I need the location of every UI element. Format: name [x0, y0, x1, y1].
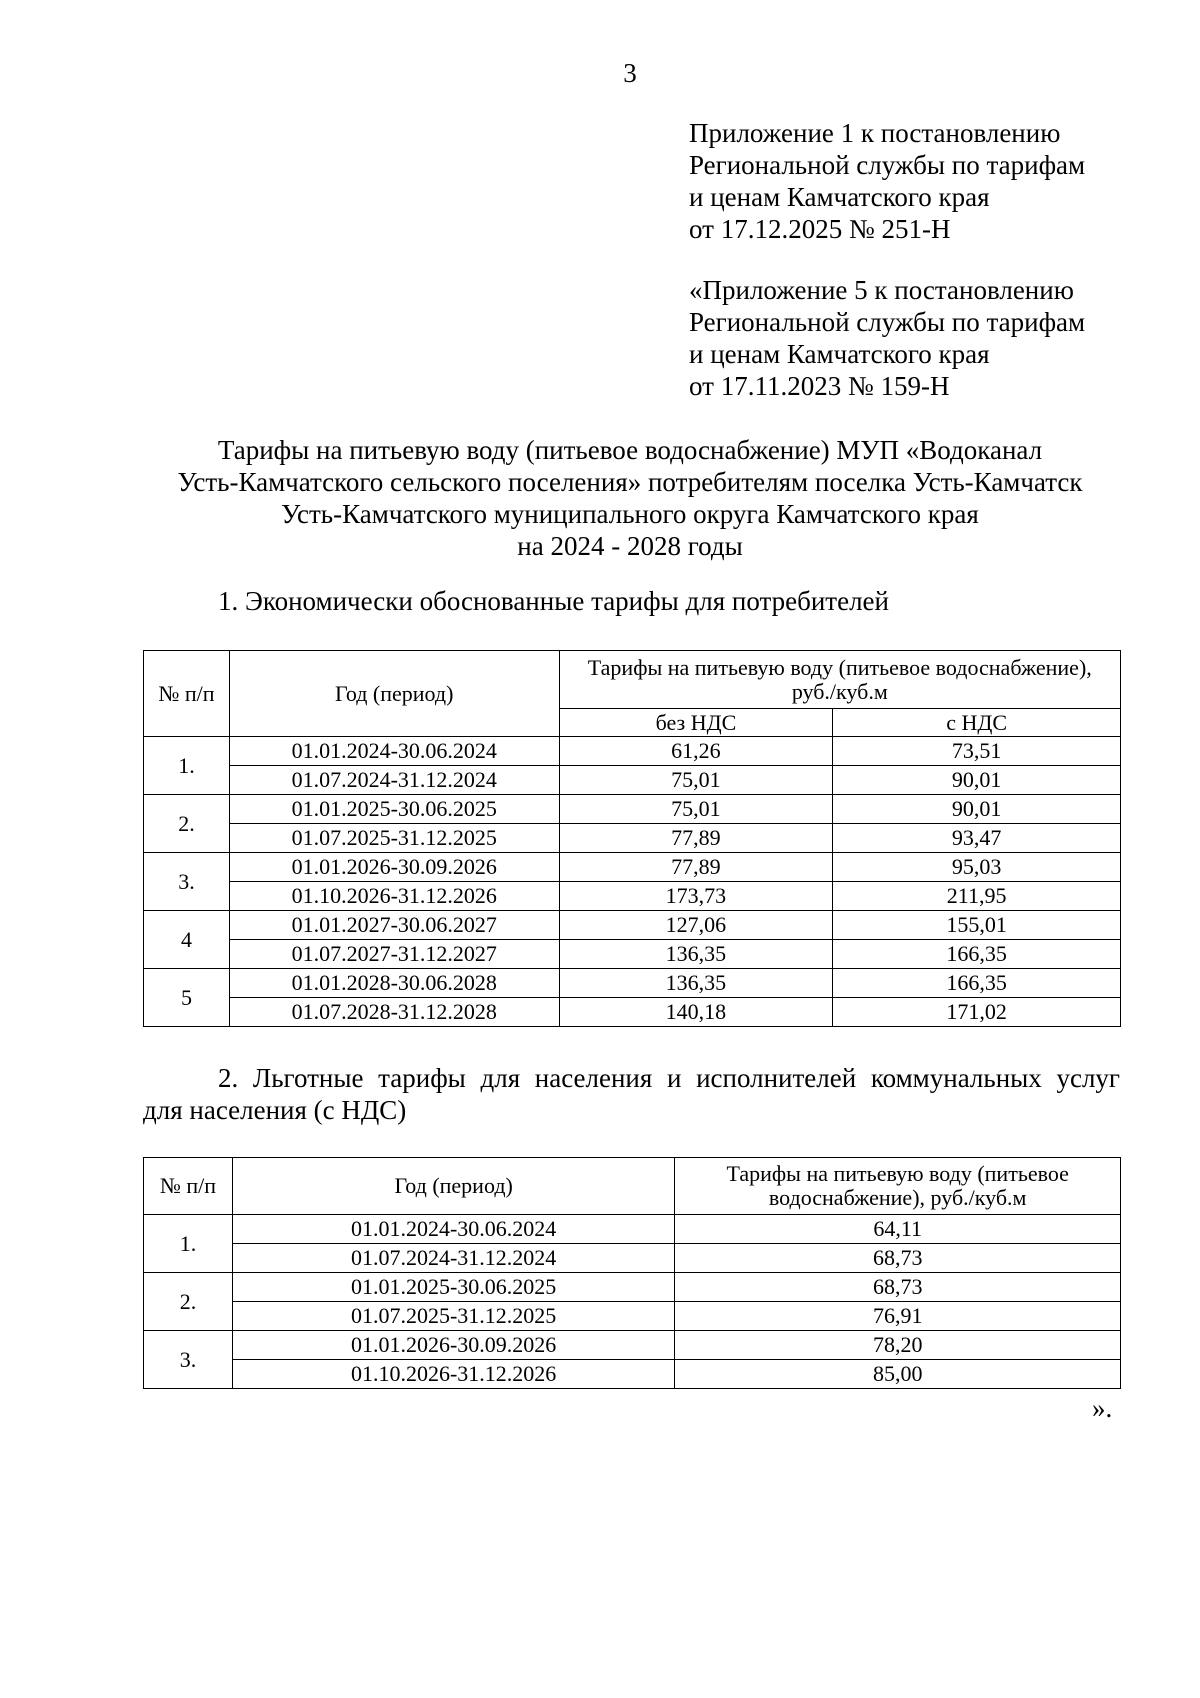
- row-with-vat: 166,35: [833, 969, 1121, 998]
- appendix-line: и ценам Камчатского края: [689, 339, 990, 369]
- row-num: 2.: [144, 795, 230, 853]
- appendix-line: Приложение 1 к постановлению: [689, 118, 1061, 148]
- appendix-original-reference: [689, 274, 1085, 402]
- title-line: Усть-Камчатского сельского поселения» потребителям поселка Усть-Камчатск: [177, 467, 1083, 497]
- row-period: 01.07.2028-31.12.2028: [229, 998, 559, 1027]
- header-with-vat: с НДС: [833, 709, 1121, 737]
- row-period: 01.01.2024-30.06.2024: [232, 1215, 675, 1244]
- row-period: 01.01.2028-30.06.2028: [229, 969, 559, 998]
- row-without-vat: 77,89: [559, 824, 833, 853]
- row-without-vat: 127,06: [559, 911, 833, 940]
- table-row: [144, 998, 1121, 1027]
- row-num: 3.: [144, 1331, 233, 1389]
- row-without-vat: 77,89: [559, 853, 833, 882]
- table-row: [144, 795, 1121, 824]
- appendix-line: Региональной службы по тарифам: [689, 150, 1086, 180]
- row-with-vat: 73,51: [833, 737, 1121, 766]
- row-without-vat: 173,73: [559, 882, 833, 911]
- table-row: [144, 766, 1121, 795]
- section-2-heading-line: для населения (с НДС): [143, 1095, 407, 1125]
- table-header-row: [144, 1158, 1121, 1215]
- row-period: 01.10.2026-31.12.2026: [229, 882, 559, 911]
- table-row: [144, 1273, 1121, 1302]
- table-header-row: [144, 651, 1121, 709]
- header-without-vat: без НДС: [559, 709, 833, 737]
- row-tariff: 68,73: [675, 1244, 1121, 1273]
- row-num: 4: [144, 911, 230, 969]
- section-2-heading-line: 2. Льготные тарифы для населения и исполнителей коммунальных услуг: [218, 1063, 1120, 1093]
- row-period: 01.10.2026-31.12.2026: [232, 1360, 675, 1389]
- appendix-line: от 17.12.2025 № 251-Н: [689, 214, 951, 244]
- row-period: 01.07.2025-31.12.2025: [229, 824, 559, 853]
- row-without-vat: 61,26: [559, 737, 833, 766]
- title-line: на 2024 - 2028 годы: [517, 531, 743, 561]
- row-num: 2.: [144, 1273, 233, 1331]
- row-with-vat: 211,95: [833, 882, 1121, 911]
- table-row: [144, 940, 1121, 969]
- row-tariff: 78,20: [675, 1331, 1121, 1360]
- row-period: 01.01.2024-30.06.2024: [229, 737, 559, 766]
- row-with-vat: 95,03: [833, 853, 1121, 882]
- header-period: Год (период): [232, 1158, 675, 1215]
- row-with-vat: 90,01: [833, 795, 1121, 824]
- title-line: Тарифы на питьевую воду (питьевое водоснабжение) МУП «Водоканал: [217, 435, 1043, 465]
- row-num: 5: [144, 969, 230, 1027]
- header-num: № п/п: [144, 651, 230, 737]
- row-without-vat: 136,35: [559, 940, 833, 969]
- row-with-vat: 171,02: [833, 998, 1121, 1027]
- row-period: 01.01.2025-30.06.2025: [229, 795, 559, 824]
- economic-tariffs-table: [143, 650, 1121, 1027]
- table-row: [144, 882, 1121, 911]
- table-row: [144, 1215, 1121, 1244]
- row-period: 01.01.2027-30.06.2027: [229, 911, 559, 940]
- header-tariff: Тарифы на питьевую воду (питьевое водоснабжение), руб./куб.м: [559, 651, 1120, 709]
- row-period: 01.01.2026-30.09.2026: [232, 1331, 675, 1360]
- title-line: Усть-Камчатского муниципального округа Камчатского края: [281, 499, 979, 529]
- section-1-heading: 1. Экономически обоснованные тарифы для потребителей: [218, 586, 889, 616]
- row-with-vat: 90,01: [833, 766, 1121, 795]
- row-period: 01.07.2027-31.12.2027: [229, 940, 559, 969]
- row-without-vat: 136,35: [559, 969, 833, 998]
- table-row: [144, 969, 1121, 998]
- table-row: [144, 1331, 1121, 1360]
- header-num: № п/п: [144, 1158, 233, 1215]
- table-row: [144, 1302, 1121, 1331]
- row-period: 01.07.2024-31.12.2024: [229, 766, 559, 795]
- row-without-vat: 75,01: [559, 795, 833, 824]
- table-row: [144, 1244, 1121, 1273]
- row-num: 3.: [144, 853, 230, 911]
- row-with-vat: 93,47: [833, 824, 1121, 853]
- table-row: [144, 1360, 1121, 1389]
- table-row: [144, 911, 1121, 940]
- appendix-line: «Приложение 5 к постановлению: [689, 275, 1074, 305]
- table-row: [144, 737, 1121, 766]
- row-period: 01.01.2025-30.06.2025: [232, 1273, 675, 1302]
- row-tariff: 85,00: [675, 1360, 1121, 1389]
- row-period: 01.07.2025-31.12.2025: [232, 1302, 675, 1331]
- row-tariff: 64,11: [675, 1215, 1121, 1244]
- row-num: 1.: [144, 1215, 233, 1273]
- row-without-vat: 75,01: [559, 766, 833, 795]
- appendix-current-reference: [689, 117, 1085, 245]
- row-period: 01.07.2024-31.12.2024: [232, 1244, 675, 1273]
- table-row: [144, 824, 1121, 853]
- document-title: [130, 434, 1130, 562]
- section-2-heading: [143, 1062, 1120, 1126]
- appendix-line: Региональной службы по тарифам: [689, 307, 1086, 337]
- page-number: 3: [623, 58, 637, 88]
- row-num: 1.: [144, 737, 230, 795]
- row-without-vat: 140,18: [559, 998, 833, 1027]
- row-period: 01.01.2026-30.09.2026: [229, 853, 559, 882]
- appendix-line: и ценам Камчатского края: [689, 182, 990, 212]
- row-tariff: 76,91: [675, 1302, 1121, 1331]
- header-tariff: Тарифы на питьевую воду (питьевое водоснабжение), руб./куб.м: [675, 1158, 1121, 1215]
- preferential-tariffs-table: [143, 1157, 1121, 1389]
- row-with-vat: 166,35: [833, 940, 1121, 969]
- appendix-line: от 17.11.2023 № 159-Н: [689, 371, 950, 401]
- row-tariff: 68,73: [675, 1273, 1121, 1302]
- row-with-vat: 155,01: [833, 911, 1121, 940]
- table-row: [144, 853, 1121, 882]
- header-period: Год (период): [229, 651, 559, 737]
- closing-quote-mark: ».: [1092, 1393, 1113, 1423]
